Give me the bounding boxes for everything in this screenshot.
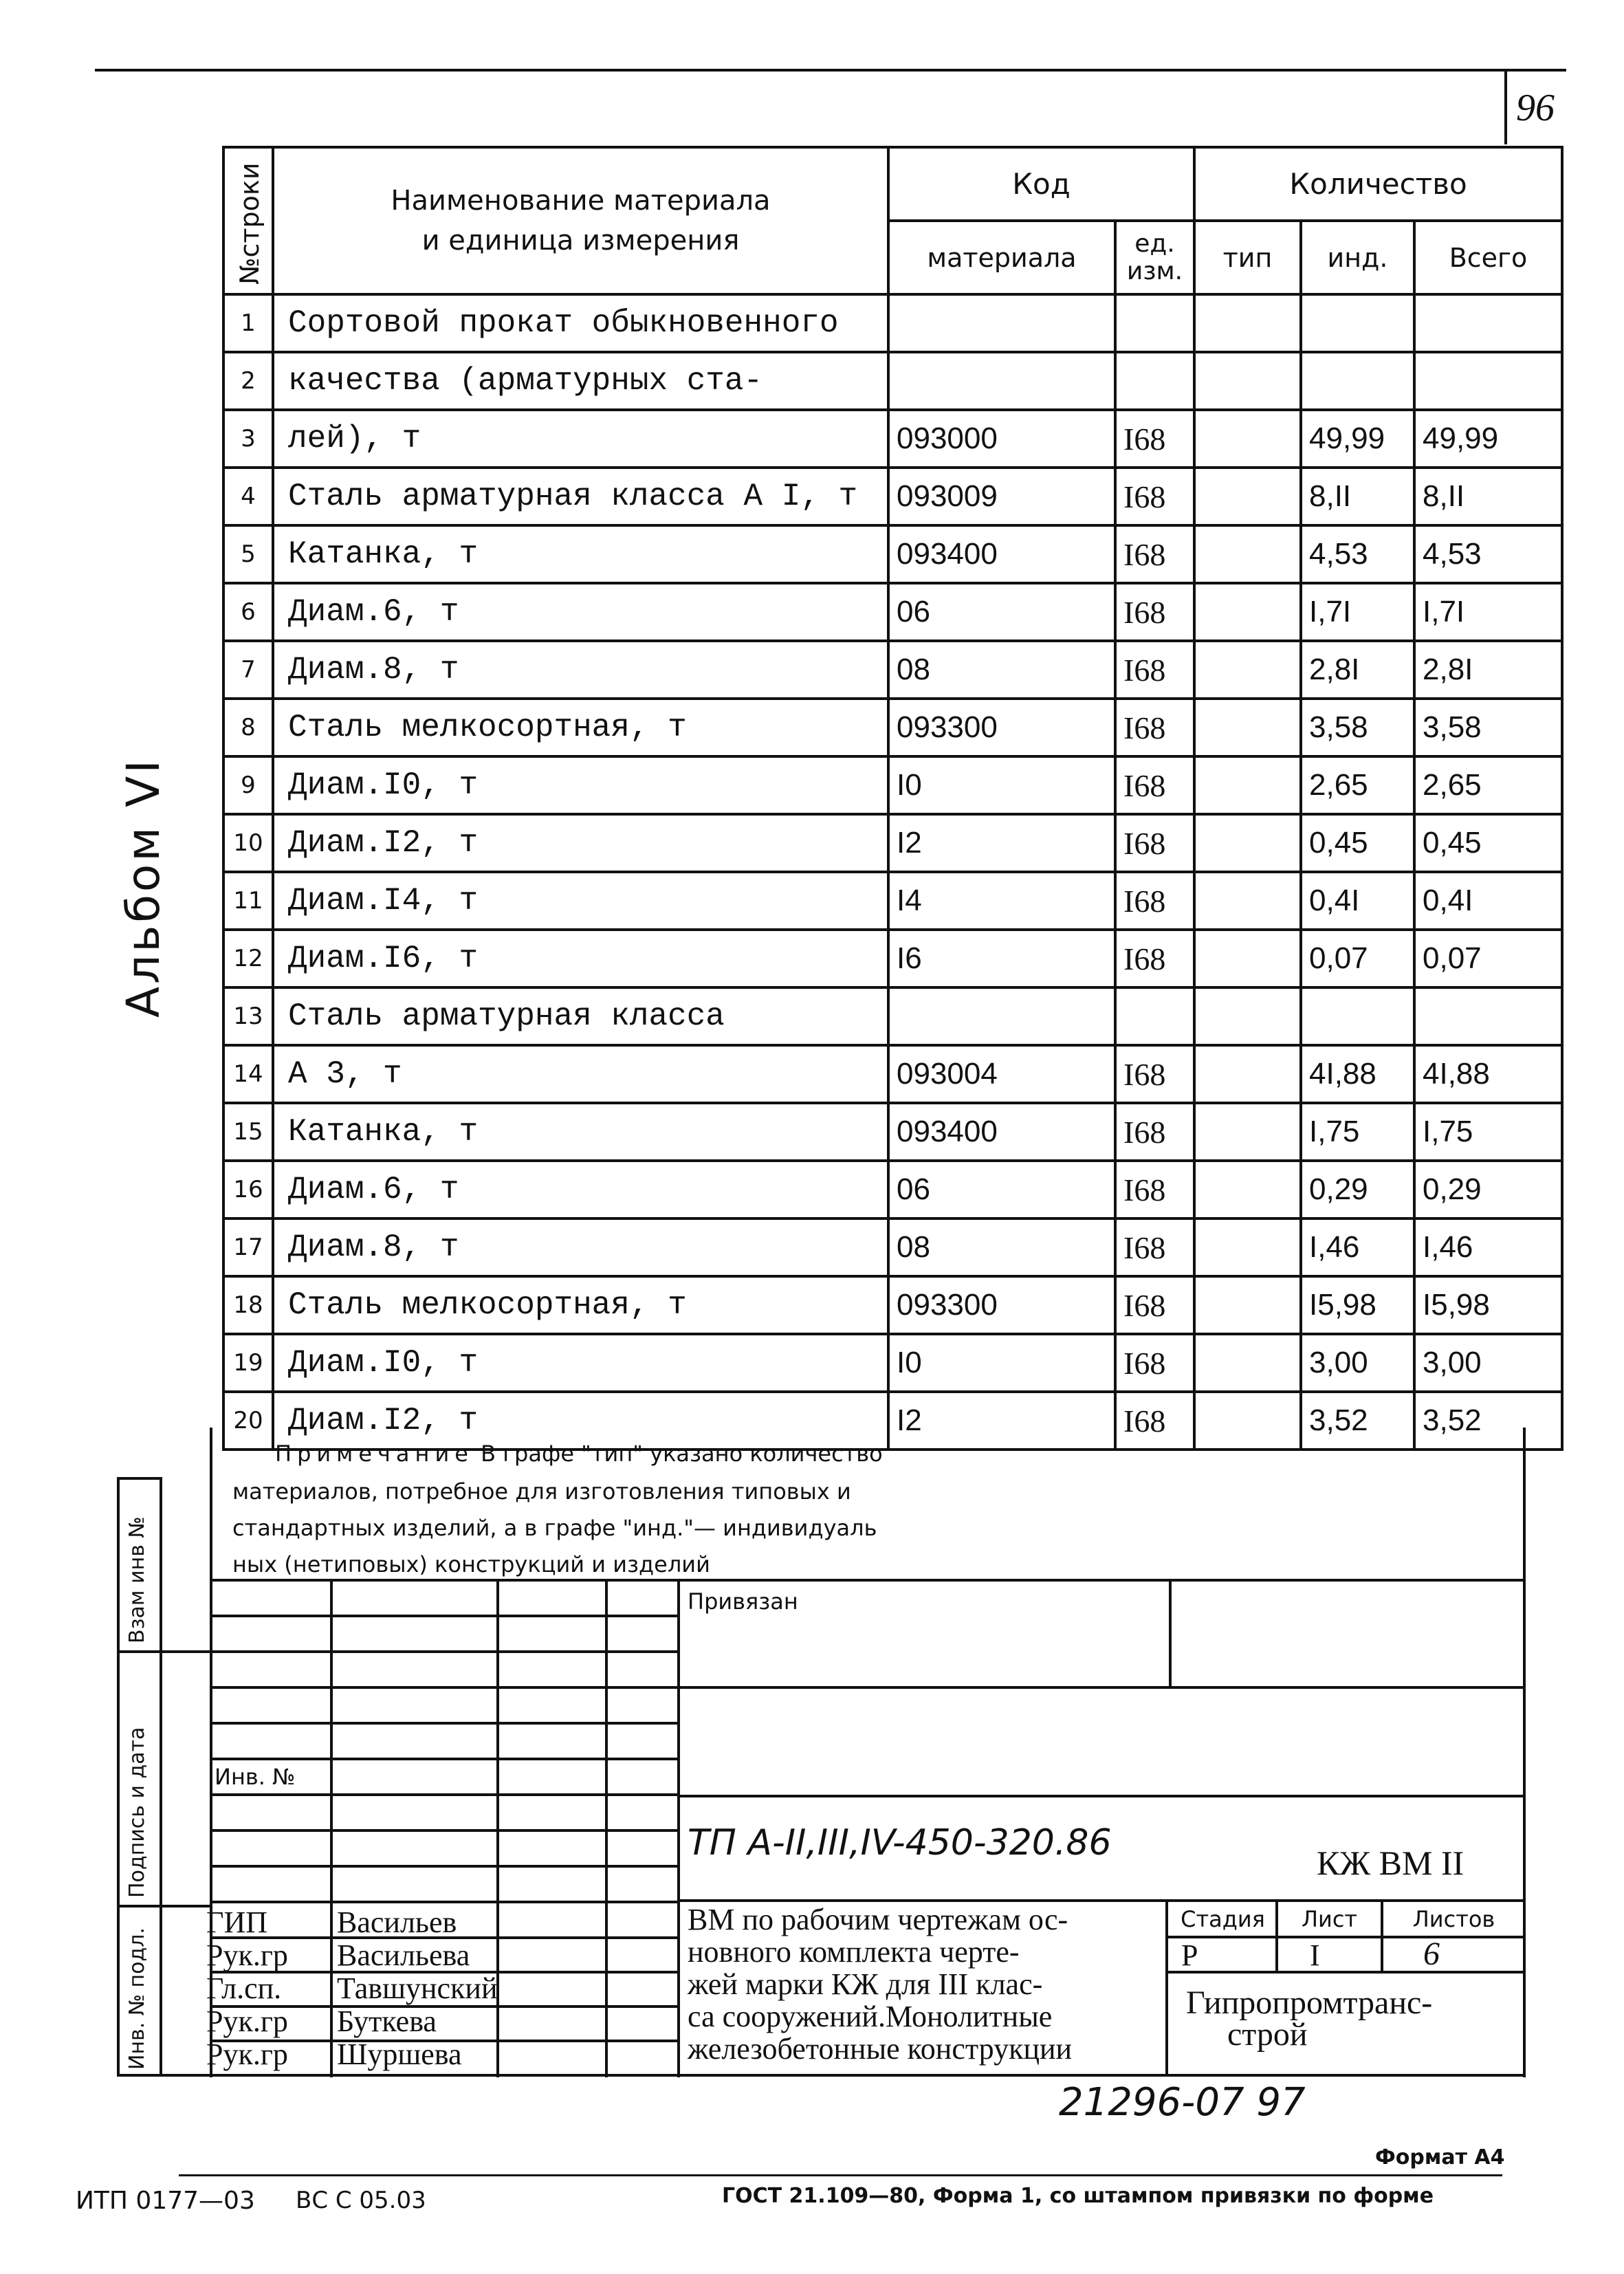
footer-left: ИТП 0177—03	[76, 2187, 255, 2215]
signer-name: Васильев	[337, 1905, 457, 1939]
doc-mark: КЖ ВМ II	[1317, 1844, 1464, 1882]
row-code: I4	[888, 872, 1115, 930]
row-ind	[1301, 294, 1414, 352]
materials-table	[222, 146, 1563, 1451]
row-total: I,46	[1414, 1218, 1562, 1276]
row-number: 7	[223, 641, 273, 699]
side-label-podpis: Подпись и дата	[125, 1727, 149, 1898]
row-unit: I68	[1115, 1045, 1194, 1103]
row-number: 18	[223, 1276, 273, 1334]
signer-role: ГИП	[206, 1905, 267, 1939]
table-row	[223, 756, 1562, 814]
stamp-description	[688, 1903, 1072, 2065]
row-type	[1194, 352, 1301, 410]
row-name: Диам.I0, т	[273, 1334, 888, 1392]
archive-number: 21296-07 97	[1059, 2080, 1306, 2125]
note-text1: В графе "тип" указано количество	[473, 1441, 883, 1467]
row-ind	[1301, 352, 1414, 410]
note-line3: стандартных изделий, а в графе "инд."— индивидуаль	[232, 1515, 877, 1541]
side-strip-top	[117, 1477, 162, 1480]
signer-role: Рук.гр	[206, 1938, 288, 1972]
row-type	[1194, 1045, 1301, 1103]
qty-ind-header: инд.	[1301, 221, 1414, 294]
row-type	[1194, 699, 1301, 756]
row-number: 17	[223, 1218, 273, 1276]
stamp-top	[210, 1579, 1526, 1582]
row-total: 0,07	[1414, 930, 1562, 987]
code-unit-line2: изм.	[1126, 256, 1183, 285]
row-unit	[1115, 987, 1194, 1045]
signer-name: Шуршева	[337, 2037, 462, 2071]
footer-mid: ВС С 05.03	[296, 2187, 426, 2214]
row-code: I6	[888, 930, 1115, 987]
sheet-value: I	[1310, 1938, 1320, 1972]
row-code: 093400	[888, 1103, 1115, 1161]
row-type	[1194, 1103, 1301, 1161]
signer-name: Буткева	[337, 2004, 437, 2038]
side-strip-left	[117, 1477, 120, 2075]
row-name: Сталь мелкосортная, т	[273, 699, 888, 756]
side-strip-div2	[117, 1905, 210, 1907]
description-line: железобетонные конструкции	[688, 2032, 1073, 2066]
row-total	[1414, 294, 1562, 352]
row-unit: I68	[1115, 1103, 1194, 1161]
row-number: 4	[223, 468, 273, 525]
row-code: 093000	[888, 410, 1115, 468]
signer-col1	[330, 1579, 333, 2077]
row-ind: I,7I	[1301, 583, 1414, 641]
signer-name: Тавшунский	[337, 1971, 498, 2005]
row-code: I0	[888, 1334, 1115, 1392]
row-total: 2,8I	[1414, 641, 1562, 699]
stamp-stage-label-bottom	[1165, 1936, 1526, 1938]
row-name: Сталь арматурная класса А I, т	[273, 468, 888, 525]
stamp-stage-left	[1165, 1899, 1168, 2077]
stamp-stage-value-bottom	[1165, 1971, 1526, 1974]
code-header: Код	[888, 147, 1194, 221]
sheet-number-divider	[1504, 72, 1507, 144]
row-unit: I68	[1115, 930, 1194, 987]
table-row	[223, 352, 1562, 410]
row-total: 0,29	[1414, 1161, 1562, 1218]
row-number: 13	[223, 987, 273, 1045]
signer-col3	[605, 1579, 608, 2077]
format-label: Формат А4	[1375, 2145, 1505, 2169]
row-total: 3,52	[1414, 1392, 1562, 1450]
row-number: 11	[223, 872, 273, 930]
row-code: 093300	[888, 699, 1115, 756]
row-type	[1194, 1392, 1301, 1450]
row-name: Диам.I2, т	[273, 1392, 888, 1450]
side-strip-mid	[160, 1477, 162, 2075]
row-number: 2	[223, 352, 273, 410]
table-row	[223, 872, 1562, 930]
stamp-bottom	[210, 2074, 1526, 2077]
table-row	[223, 1045, 1562, 1103]
row-ind: 4I,88	[1301, 1045, 1414, 1103]
row-code: 06	[888, 583, 1115, 641]
row-ind	[1301, 987, 1414, 1045]
row-no-header	[223, 147, 273, 294]
table-row	[223, 468, 1562, 525]
row-unit: I68	[1115, 1276, 1194, 1334]
row-name: Диам.8, т	[273, 1218, 888, 1276]
row-unit: I68	[1115, 1161, 1194, 1218]
row-unit: I68	[1115, 583, 1194, 641]
signer-role: Рук.гр	[206, 2004, 288, 2038]
row-ind: 3,58	[1301, 699, 1414, 756]
row-code: 06	[888, 1161, 1115, 1218]
row-unit	[1115, 294, 1194, 352]
row-name: качества (арматурных ста-	[273, 352, 888, 410]
signer-name: Васильева	[337, 1938, 470, 1972]
row-total: 4,53	[1414, 525, 1562, 583]
signer-role: Гл.сп.	[206, 1971, 282, 2005]
row-number: 16	[223, 1161, 273, 1218]
row-ind: I5,98	[1301, 1276, 1414, 1334]
organization-line1: Гипропромтранс-	[1186, 1985, 1433, 2021]
stamp-title-top	[677, 1795, 1526, 1797]
grid-row3	[210, 1686, 677, 1689]
grid-row2	[210, 1650, 677, 1653]
table-row	[223, 641, 1562, 699]
row-type	[1194, 468, 1301, 525]
row-ind: 8,II	[1301, 468, 1414, 525]
row-number: 3	[223, 410, 273, 468]
row-ind: 3,00	[1301, 1334, 1414, 1392]
table-row	[223, 1103, 1562, 1161]
description-line: ВМ по рабочим чертежам ос-	[688, 1903, 1068, 1936]
table-row	[223, 1276, 1562, 1334]
row-name: Диам.I0, т	[273, 756, 888, 814]
row-unit: I68	[1115, 814, 1194, 872]
row-code: I0	[888, 756, 1115, 814]
table-body	[223, 294, 1562, 1450]
row-number: 1	[223, 294, 273, 352]
sheets-label: Листов	[1412, 1906, 1495, 1932]
row-code	[888, 987, 1115, 1045]
row-ind: I,75	[1301, 1103, 1414, 1161]
table-header-row	[223, 147, 1562, 221]
row-type	[1194, 756, 1301, 814]
row-type	[1194, 525, 1301, 583]
grid-row1	[210, 1615, 677, 1617]
stamp-vertical-main	[677, 1579, 680, 2077]
row-total: 3,00	[1414, 1334, 1562, 1392]
row-code: I2	[888, 1392, 1115, 1450]
row-name: Диам.I2, т	[273, 814, 888, 872]
grid-row6	[210, 1793, 677, 1796]
row-name: Катанка, т	[273, 1103, 888, 1161]
table-row	[223, 1218, 1562, 1276]
table-row	[223, 930, 1562, 987]
row-ind: 0,45	[1301, 814, 1414, 872]
name-header	[273, 147, 888, 294]
row-code: 093004	[888, 1045, 1115, 1103]
row-name: А 3, т	[273, 1045, 888, 1103]
code-unit-line1: ед.	[1134, 229, 1175, 258]
grid-row7	[210, 1829, 677, 1832]
stamp-title-bottom	[677, 1899, 1526, 1902]
row-total: I,75	[1414, 1103, 1562, 1161]
row-unit: I68	[1115, 756, 1194, 814]
row-total: 3,58	[1414, 699, 1562, 756]
table-row	[223, 814, 1562, 872]
signer-role: Рук.гр	[206, 2037, 288, 2071]
name-header-line2: и единица измерения	[421, 225, 740, 256]
row-total: I5,98	[1414, 1276, 1562, 1334]
row-ind: 3,52	[1301, 1392, 1414, 1450]
row-total: 8,II	[1414, 468, 1562, 525]
name-header-line1: Наименование материала	[391, 185, 771, 217]
row-name: Диам.8, т	[273, 641, 888, 699]
side-strip-div1	[117, 1650, 210, 1653]
stamp-privyazan-bottom	[677, 1686, 1526, 1689]
row-type	[1194, 1218, 1301, 1276]
row-total: 2,65	[1414, 756, 1562, 814]
row-total	[1414, 987, 1562, 1045]
row-name: Диам.6, т	[273, 1161, 888, 1218]
code-unit-header	[1115, 221, 1194, 294]
row-name: Диам.I6, т	[273, 930, 888, 987]
row-number: 5	[223, 525, 273, 583]
note-line2: материалов, потребное для изготовления типовых и	[232, 1478, 851, 1505]
description-line: са сооружений.Монолитные	[688, 2000, 1053, 2033]
sheets-value: 6	[1423, 1936, 1440, 1972]
row-type	[1194, 410, 1301, 468]
row-unit: I68	[1115, 1218, 1194, 1276]
row-number: 12	[223, 930, 273, 987]
stamp-vertical-right	[1169, 1579, 1172, 1686]
note-title: Примечание	[275, 1441, 474, 1467]
row-unit	[1115, 352, 1194, 410]
table-row	[223, 1334, 1562, 1392]
side-label-vzam: Взам инв №	[125, 1516, 149, 1643]
row-code: 093009	[888, 468, 1115, 525]
inv-no-label: Инв. №	[215, 1764, 296, 1790]
row-type	[1194, 814, 1301, 872]
row-ind: 2,65	[1301, 756, 1414, 814]
row-number: 20	[223, 1392, 273, 1450]
row-no-label: №строки	[234, 162, 265, 285]
description-line: жей марки КЖ для III клас-	[688, 1967, 1043, 2001]
footer-gost: ГОСТ 21.109—80, Форма 1, со штампом привязки по форме	[722, 2184, 1434, 2208]
row-number: 10	[223, 814, 273, 872]
top-rule	[95, 69, 1566, 72]
row-type	[1194, 872, 1301, 930]
side-strip-bottom	[117, 2074, 210, 2077]
row-code: 093300	[888, 1276, 1115, 1334]
row-name: Сортовой прокат обыкновенного	[273, 294, 888, 352]
row-total	[1414, 352, 1562, 410]
row-unit: I68	[1115, 1392, 1194, 1450]
row-unit: I68	[1115, 699, 1194, 756]
row-unit: I68	[1115, 641, 1194, 699]
grid-row9	[210, 1901, 677, 1903]
row-number: 9	[223, 756, 273, 814]
row-name: Диам.I4, т	[273, 872, 888, 930]
description-line: новного комплекта черте-	[688, 1935, 1020, 1969]
row-code	[888, 294, 1115, 352]
row-type	[1194, 583, 1301, 641]
row-number: 8	[223, 699, 273, 756]
grid-row5	[210, 1758, 677, 1760]
side-label-inv-podl: Инв. № подл.	[125, 1927, 149, 2070]
row-type	[1194, 294, 1301, 352]
row-type	[1194, 930, 1301, 987]
row-number: 14	[223, 1045, 273, 1103]
grid-row8	[210, 1865, 677, 1868]
qty-total-header: Всего	[1414, 221, 1562, 294]
album-label: Альбом VI	[117, 757, 170, 1018]
row-code: I2	[888, 814, 1115, 872]
table-row	[223, 1161, 1562, 1218]
row-total: 0,4I	[1414, 872, 1562, 930]
row-type	[1194, 1276, 1301, 1334]
row-total: 4I,88	[1414, 1045, 1562, 1103]
row-total: 0,45	[1414, 814, 1562, 872]
row-ind: 0,29	[1301, 1161, 1414, 1218]
row-name: Сталь мелкосортная, т	[273, 1276, 888, 1334]
row-code: 08	[888, 1218, 1115, 1276]
code-material-header: материала	[888, 221, 1115, 294]
row-ind: 2,8I	[1301, 641, 1414, 699]
row-type	[1194, 1161, 1301, 1218]
doc-code: ТП А-II,III,IV-450-320.86	[688, 1822, 1112, 1863]
row-total: 49,99	[1414, 410, 1562, 468]
table-row	[223, 987, 1562, 1045]
row-ind: 0,07	[1301, 930, 1414, 987]
row-type	[1194, 641, 1301, 699]
note-right-border	[1523, 1428, 1526, 2077]
row-total: I,7I	[1414, 583, 1562, 641]
table-row	[223, 294, 1562, 352]
organization-line2: строй	[1227, 2016, 1308, 2053]
table-row	[223, 583, 1562, 641]
row-ind: 4,53	[1301, 525, 1414, 583]
sheet-number: 96	[1516, 87, 1555, 129]
row-type	[1194, 987, 1301, 1045]
privyazan-label: Привязан	[688, 1588, 798, 1615]
row-code: 08	[888, 641, 1115, 699]
row-name: Диам.6, т	[273, 583, 888, 641]
note-line4: ных (нетиповых) конструкций и изделий	[232, 1551, 710, 1577]
row-ind: I,46	[1301, 1218, 1414, 1276]
row-unit: I68	[1115, 410, 1194, 468]
row-unit: I68	[1115, 525, 1194, 583]
footer-rule	[179, 2174, 1502, 2176]
note-line1	[275, 1441, 883, 1467]
qty-type-header: тип	[1194, 221, 1301, 294]
row-number: 15	[223, 1103, 273, 1161]
row-ind: 49,99	[1301, 410, 1414, 468]
row-ind: 0,4I	[1301, 872, 1414, 930]
table-row	[223, 699, 1562, 756]
row-name: лей), т	[273, 410, 888, 468]
row-unit: I68	[1115, 468, 1194, 525]
row-unit: I68	[1115, 1334, 1194, 1392]
stage-label: Стадия	[1181, 1906, 1265, 1932]
row-number: 19	[223, 1334, 273, 1392]
row-name: Сталь арматурная класса	[273, 987, 888, 1045]
row-code: 093400	[888, 525, 1115, 583]
row-number: 6	[223, 583, 273, 641]
row-name: Катанка, т	[273, 525, 888, 583]
organization	[1186, 1987, 1432, 2051]
stage-value: Р	[1181, 1938, 1198, 1972]
table-row	[223, 410, 1562, 468]
grid-row4	[210, 1722, 677, 1725]
quantity-header: Количество	[1194, 147, 1562, 221]
table-row	[223, 525, 1562, 583]
row-type	[1194, 1334, 1301, 1392]
sheet-label: Лист	[1301, 1906, 1358, 1932]
row-unit: I68	[1115, 872, 1194, 930]
row-code	[888, 352, 1115, 410]
